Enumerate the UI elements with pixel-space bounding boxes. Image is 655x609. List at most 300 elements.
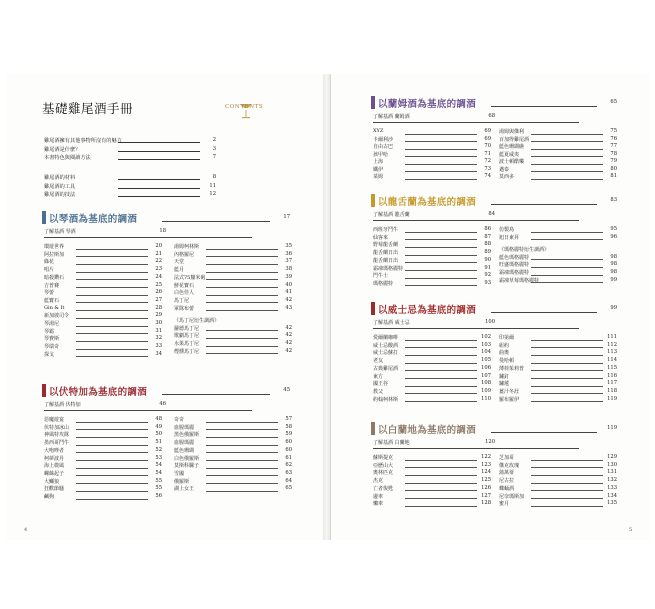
cocktail-page-number: 124 xyxy=(481,469,491,476)
section-rule xyxy=(491,312,597,313)
subheading-rule xyxy=(373,220,579,221)
cocktail-leader-line xyxy=(405,483,477,484)
cocktail-entry: 惡魔遊宴 xyxy=(44,417,65,423)
section-rule xyxy=(491,106,597,107)
cocktail-entry: 莫西多 xyxy=(499,174,515,180)
variation-leader-line xyxy=(206,346,278,347)
cocktail-leader-line xyxy=(206,483,278,484)
section-color-bar xyxy=(371,194,375,207)
cocktail-entry: 瑪格麗特 xyxy=(373,280,394,287)
cocktail-page-number: 127 xyxy=(481,492,491,499)
toc-entry: 雞尾酒的材料 xyxy=(44,175,76,181)
cocktail-page-number: 61 xyxy=(285,454,292,461)
section-title: 以伏特加為基底的調酒 xyxy=(49,387,148,398)
cocktail-page-number: 26 xyxy=(155,289,162,296)
cocktail-leader-line xyxy=(531,386,603,387)
cocktail-leader-line xyxy=(206,491,278,492)
base-spirit-subheading: 了解基酒 龍舌蘭 xyxy=(373,212,410,218)
cocktail-page-number: 63 xyxy=(285,469,292,476)
section-page-number: 99 xyxy=(610,305,617,311)
section-page-number: 65 xyxy=(610,99,617,105)
cocktail-entry: 雪國 xyxy=(174,470,185,477)
cocktail-entry: 尼古拉 xyxy=(499,478,515,485)
cocktail-leader-line xyxy=(206,468,278,469)
cocktail-page-number: 69 xyxy=(484,128,491,134)
base-spirit-subheading: 了解基酒 威士忌 xyxy=(373,320,410,326)
cocktail-page-number: 108 xyxy=(481,380,491,387)
cocktail-leader-line xyxy=(405,490,477,491)
right-page-number: 5 xyxy=(629,527,633,533)
cocktail-entry: 龍舌蘭日出 xyxy=(373,257,399,264)
section-color-bar xyxy=(42,211,46,224)
cocktail-leader-line xyxy=(76,475,148,476)
subheading-page-number: 120 xyxy=(485,439,495,445)
cocktail-leader-line xyxy=(531,156,603,157)
cocktail-page-number: 31 xyxy=(155,327,162,334)
cocktail-entry: 薄荷茱莉普 xyxy=(499,365,525,372)
cocktail-page-number: 60 xyxy=(285,446,292,453)
cocktail-entry: 蜜月 xyxy=(499,501,510,508)
cocktail-page-number: 80 xyxy=(610,165,617,172)
cocktail-entry: 龍舌蘭日出 xyxy=(373,250,399,257)
subheading-rule xyxy=(373,448,579,449)
cocktail-page-number: 60 xyxy=(285,439,292,446)
section-title: 以龍舌蘭為基底的調酒 xyxy=(378,197,477,208)
variation-page-number: 98 xyxy=(610,269,617,276)
cocktail-leader-line xyxy=(206,437,278,438)
subheading-rule xyxy=(44,237,252,238)
cocktail-entry: 大鱷狼 xyxy=(44,478,60,485)
cocktail-leader-line xyxy=(531,498,603,499)
cocktail-leader-line xyxy=(76,302,148,303)
cocktail-leader-line xyxy=(405,393,477,394)
cocktail-page-number: 27 xyxy=(155,296,162,303)
cocktail-page-number: 133 xyxy=(607,484,617,491)
base-spirit-subheading: 了解基酒 白蘭地 xyxy=(373,440,410,446)
cocktail-leader-line xyxy=(531,149,603,150)
cocktail-leader-line xyxy=(405,239,477,240)
cocktail-entry: 古典雞尾酒 xyxy=(373,365,399,372)
cocktail-leader-line xyxy=(405,401,477,402)
cocktail-page-number: 73 xyxy=(484,165,491,172)
cocktail-page-number: 56 xyxy=(155,493,162,499)
cocktail-entry: 鮮花寶石 xyxy=(174,282,195,289)
variation-page-number: 99 xyxy=(610,276,617,283)
cocktail-leader-line xyxy=(206,272,278,273)
cocktail-leader-line xyxy=(76,295,148,296)
cocktail-page-number: 118 xyxy=(607,387,617,394)
cocktail-entry: 曲奧 xyxy=(499,350,510,357)
cocktail-leader-line xyxy=(76,256,148,257)
cocktail-page-number: 62 xyxy=(285,462,292,469)
variation-entry: 煙燻馬丁尼 xyxy=(174,348,200,355)
cocktail-entry: 印第爾 xyxy=(499,335,515,341)
cocktail-leader-line xyxy=(76,333,148,334)
cocktail-entry: 唱片 xyxy=(44,267,55,274)
cocktail-leader-line xyxy=(405,386,477,387)
toc-leader-line xyxy=(118,188,200,189)
cocktail-entry: 莫斯科騾子 xyxy=(174,463,200,470)
cocktail-leader-line xyxy=(76,279,148,280)
cocktail-entry: 霜凍瑪格麗特 xyxy=(373,265,404,272)
cocktail-entry: 海上微風 xyxy=(44,463,65,470)
cocktail-entry: 琴瑞奇 xyxy=(44,344,60,351)
cocktail-page-number: 86 xyxy=(484,226,491,232)
toc-page-number: 7 xyxy=(212,154,216,160)
variation-page-number: 98 xyxy=(610,261,617,268)
cocktail-page-number: 81 xyxy=(610,173,617,179)
cocktail-page-number: 114 xyxy=(607,357,617,364)
cocktail-entry: 奇奇 xyxy=(174,417,185,423)
cocktail-entry: 吉普賽 xyxy=(44,282,60,289)
cocktail-page-number: 111 xyxy=(607,334,617,340)
cocktail-entry: 威士忌蘇打 xyxy=(373,350,399,357)
section-title: 以蘭姆酒為基底的調酒 xyxy=(378,99,477,110)
cocktail-entry: 湖上女王 xyxy=(174,486,195,493)
section-color-bar xyxy=(42,384,46,397)
cocktail-entry: 愛爾蘭咖啡 xyxy=(373,335,399,341)
cocktail-page-number: 128 xyxy=(481,500,491,507)
cocktail-entry: 邊車 xyxy=(373,493,384,500)
cocktail-entry: 琴霸 xyxy=(44,328,55,335)
cocktail-entry: 羅布羅伊 xyxy=(499,396,520,403)
cocktail-page-number: 92 xyxy=(484,272,491,279)
cocktail-entry: 湯姆與傑利 xyxy=(499,129,525,135)
section-title: 以琴酒為基底的調酒 xyxy=(49,214,138,225)
variation-entry: 霜凍瑪格麗特 xyxy=(499,270,530,277)
base-spirit-subheading: 了解基酒 伏特加 xyxy=(44,402,81,408)
cocktail-page-number: 106 xyxy=(481,364,491,371)
cocktail-entry: 琴費斯 xyxy=(44,336,60,343)
variation-entry: 歌劇馬丁尼 xyxy=(174,333,200,340)
cocktail-entry: 蝶蛹酒 xyxy=(499,485,515,492)
section-rule xyxy=(491,432,597,433)
cocktail-entry: 湯姆柯林斯 xyxy=(174,244,200,250)
cocktail-page-number: 42 xyxy=(285,296,292,303)
cocktail-page-number: 69 xyxy=(484,135,491,142)
cocktail-leader-line xyxy=(405,355,477,356)
cocktail-leader-line xyxy=(76,483,148,484)
cocktail-page-number: 132 xyxy=(607,477,617,484)
cocktail-page-number: 102 xyxy=(481,334,491,340)
cocktail-entry: 蘇斯提克 xyxy=(373,455,394,461)
cocktail-entry: 仙客來 xyxy=(373,234,389,241)
cocktail-leader-line xyxy=(531,490,603,491)
cocktail-page-number: 89 xyxy=(484,249,491,256)
cocktail-page-number: 130 xyxy=(607,461,617,468)
variation-page-number: 42 xyxy=(285,347,292,354)
cocktail-page-number: 93 xyxy=(484,279,491,286)
cocktail-page-number: 125 xyxy=(481,477,491,484)
toc-page-number: 12 xyxy=(209,191,216,197)
cocktail-page-number: 21 xyxy=(155,250,162,257)
toc-page-number: 8 xyxy=(212,174,216,180)
cocktail-leader-line xyxy=(531,340,603,341)
cocktail-page-number: 29 xyxy=(155,312,162,319)
cocktail-leader-line xyxy=(531,506,603,507)
cocktail-entry: 血腥瑪麗 xyxy=(174,440,195,447)
cocktail-leader-line xyxy=(76,318,148,319)
section-title: 以白蘭地為基底的調酒 xyxy=(378,425,477,436)
cocktail-page-number: 105 xyxy=(481,357,491,364)
cocktail-page-number: 20 xyxy=(155,243,162,249)
variation-entry: 旺盛瑪格麗特 xyxy=(499,262,530,269)
cocktail-leader-line xyxy=(76,349,148,350)
cocktail-entry: 卡爾利沙 xyxy=(373,136,394,143)
cocktail-entry: 藍寶石 xyxy=(44,297,60,304)
subheading-page-number: 68 xyxy=(488,113,495,119)
cocktail-entry: 柯夢波丹 xyxy=(44,455,65,462)
cocktail-entry: 西班牙鬥牛 xyxy=(373,227,399,233)
variation-subheading: 《馬丁尼衍生調酒》 xyxy=(174,317,220,324)
cocktail-entry: 藍色珊瑚礁 xyxy=(499,144,525,150)
section-color-bar xyxy=(371,96,375,109)
cocktail-page-number: 119 xyxy=(607,395,617,402)
cocktail-page-number: 22 xyxy=(155,258,162,265)
cocktail-page-number: 122 xyxy=(481,454,491,460)
cocktail-leader-line xyxy=(531,179,603,180)
cocktail-entry: 藍色珊瑚 xyxy=(174,447,195,454)
cocktail-leader-line xyxy=(76,356,148,357)
cocktail-leader-line xyxy=(76,429,148,430)
cocktail-page-number: 117 xyxy=(607,380,617,387)
cocktail-leader-line xyxy=(405,340,477,341)
cocktail-leader-line xyxy=(76,341,148,342)
cocktail-leader-line xyxy=(206,295,278,296)
cocktail-entry: 血腥瑪麗 xyxy=(174,424,195,431)
cocktail-page-number: 129 xyxy=(607,454,617,460)
cocktail-leader-line xyxy=(206,302,278,303)
cocktail-leader-line xyxy=(405,141,477,142)
cocktail-entry: 大咆哮者 xyxy=(44,447,65,454)
cocktail-leader-line xyxy=(206,475,278,476)
cocktail-leader-line xyxy=(405,164,477,165)
cocktail-entry: 薑汁冬涯 xyxy=(499,388,520,395)
cocktail-page-number: 113 xyxy=(607,349,617,356)
subheading-rule xyxy=(373,328,579,329)
cocktail-page-number: 107 xyxy=(481,372,491,379)
cocktail-entry: 自由古巴 xyxy=(373,144,394,150)
cocktail-entry: 菜姆 xyxy=(373,174,384,180)
cocktail-page-number: 43 xyxy=(285,304,292,311)
cocktail-page-number: 54 xyxy=(155,469,162,476)
variation-entry: 蘿德馬丁尼 xyxy=(174,325,200,332)
cocktail-page-number: 38 xyxy=(285,266,292,273)
cocktail-leader-line xyxy=(531,355,603,356)
cocktail-page-number: 91 xyxy=(484,264,491,271)
section-page-number: 45 xyxy=(283,387,290,393)
cocktail-leader-line xyxy=(206,460,278,461)
variation-leader-line xyxy=(531,275,603,276)
cocktail-entry: 教父 xyxy=(373,388,384,395)
cocktail-entry: 上海 xyxy=(373,159,384,165)
cocktail-page-number: 96 xyxy=(610,233,617,240)
cocktail-leader-line xyxy=(405,134,477,135)
toc-entry: 雞尾酒的工具 xyxy=(44,183,76,190)
cocktail-entry: 百加得雞尾酒 xyxy=(499,136,530,143)
cocktail-page-number: 23 xyxy=(155,266,162,273)
cocktail-page-number: 52 xyxy=(155,446,162,453)
toc-leader-line xyxy=(118,196,200,197)
cocktail-entry: 黑色俄羅斯 xyxy=(174,432,200,439)
cocktail-page-number: 77 xyxy=(610,143,617,149)
section-page-number: 17 xyxy=(283,214,290,220)
section-rule xyxy=(491,204,597,205)
cocktail-page-number: 70 xyxy=(484,143,491,149)
cocktail-leader-line xyxy=(531,483,603,484)
cocktail-entry: 國王谷 xyxy=(373,381,389,388)
subheading-page-number: 100 xyxy=(485,319,495,325)
cocktail-leader-line xyxy=(531,171,603,172)
toc-entry: 雞尾酒的技法 xyxy=(44,192,76,198)
cocktail-entry: 天堂 xyxy=(174,259,185,266)
cocktail-entry: Gin & It xyxy=(44,304,65,311)
cocktail-page-number: 49 xyxy=(155,423,162,430)
cocktail-leader-line xyxy=(531,164,603,165)
cocktail-entry: 波士頓酷樂 xyxy=(499,159,525,165)
cocktail-entry: 奧林匹克 xyxy=(373,470,394,477)
cocktail-entry: 鏽釘 xyxy=(499,373,510,380)
cocktail-entry: 東方 xyxy=(373,373,384,380)
cocktail-leader-line xyxy=(206,249,278,250)
cocktail-leader-line xyxy=(206,279,278,280)
cocktail-entry: 阿拉斯加 xyxy=(44,251,65,258)
cocktail-entry: 藍夏威夷 xyxy=(499,151,520,158)
cocktail-leader-line xyxy=(405,370,477,371)
variation-entry: 霜凍草莓瑪格麗特 xyxy=(499,277,540,284)
cocktail-entry: 懶車 xyxy=(373,501,384,508)
cocktail-leader-line xyxy=(405,278,477,279)
cocktail-page-number: 74 xyxy=(484,173,491,179)
cocktail-leader-line xyxy=(206,310,278,311)
variation-leader-line xyxy=(531,259,603,260)
cocktail-entry: XYZ xyxy=(373,128,384,134)
cocktail-entry: 螺絲起子 xyxy=(44,470,65,477)
cocktail-leader-line xyxy=(531,347,603,348)
cocktail-page-number: 110 xyxy=(481,395,491,402)
cocktail-page-number: 131 xyxy=(607,469,617,476)
cocktail-entry: 伏特加冰山 xyxy=(44,424,70,431)
cocktail-page-number: 112 xyxy=(607,341,617,348)
toc-page-number: 3 xyxy=(212,145,216,152)
variation-leader-line xyxy=(531,267,603,268)
cocktail-page-number: 37 xyxy=(285,258,292,265)
cocktail-leader-line xyxy=(76,326,148,327)
cocktail-leader-line xyxy=(405,498,477,499)
section-page-number: 83 xyxy=(610,197,617,203)
variation-leader-line xyxy=(206,353,278,354)
cocktail-entry: 威士忌酸酒 xyxy=(373,342,399,349)
cocktail-entry: 紐約 xyxy=(499,342,510,349)
cocktail-page-number: 109 xyxy=(481,387,491,394)
cocktail-entry: 亡者復甦 xyxy=(373,485,394,492)
cocktail-entry: 孩甲哈 xyxy=(373,151,389,158)
cocktail-leader-line xyxy=(76,310,148,311)
cocktail-leader-line xyxy=(531,141,603,142)
cocktail-entry: 亞歷山大 xyxy=(373,462,394,469)
cocktail-page-number: 48 xyxy=(155,416,162,422)
section-rule xyxy=(162,394,270,395)
cocktail-page-number: 55 xyxy=(155,485,162,492)
cocktail-entry: 尼奈瑪斯加 xyxy=(499,493,525,500)
cocktail-page-number: 28 xyxy=(155,304,162,311)
toc-entry: 雞尾酒擁有其他事物所沒有的魅力 xyxy=(44,138,122,144)
cocktail-page-number: 115 xyxy=(607,364,617,371)
cocktail-entry: 馬丁尼 xyxy=(174,297,190,304)
cocktail-entry: 環遊世界 xyxy=(44,244,65,250)
cocktail-page-number: 40 xyxy=(285,281,292,288)
cocktail-page-number: 30 xyxy=(155,320,162,326)
book-gutter xyxy=(323,74,330,540)
cocktail-entry: 俄羅斯 xyxy=(174,478,190,485)
cocktail-leader-line xyxy=(405,232,477,233)
cocktail-page-number: 35 xyxy=(285,243,292,249)
cocktail-entry: 鐵伊 xyxy=(373,166,384,173)
cocktail-page-number: 95 xyxy=(610,226,617,232)
cocktail-leader-line xyxy=(405,378,477,379)
base-spirit-subheading: 了解基酒 琴酒 xyxy=(44,229,76,235)
left-page xyxy=(6,74,324,540)
cocktail-entry: 邁泰 xyxy=(499,166,510,173)
cocktail-leader-line xyxy=(76,249,148,250)
cocktail-leader-line xyxy=(405,270,477,271)
cocktail-entry: 新加坡司令 xyxy=(44,313,70,320)
subheading-page-number: 46 xyxy=(159,401,166,407)
cocktail-leader-line xyxy=(76,445,148,446)
cocktail-entry: 蒲萬蒂 xyxy=(499,470,515,477)
variation-leader-line xyxy=(206,330,278,331)
cocktail-page-number: 50 xyxy=(155,431,162,438)
variation-entry: 藍色瑪格麗特 xyxy=(499,254,530,261)
cocktail-leader-line xyxy=(405,156,477,157)
cocktail-entry: 鹹狗 xyxy=(44,494,55,500)
cocktail-leader-line xyxy=(405,285,477,286)
cocktail-page-number: 87 xyxy=(484,233,491,240)
toc-page-number: 11 xyxy=(209,182,216,189)
cocktail-leader-line xyxy=(531,378,603,379)
cocktail-entry: 軍隊布蕾 xyxy=(174,305,195,312)
cocktail-page-number: 72 xyxy=(484,158,491,164)
section-page-number: 119 xyxy=(607,425,617,431)
cocktail-page-number: 104 xyxy=(481,349,491,356)
cocktail-page-number: 79 xyxy=(610,158,617,164)
toc-page-number: 2 xyxy=(212,137,216,143)
cocktail-leader-line xyxy=(405,149,477,150)
cocktail-page-number: 36 xyxy=(285,250,292,257)
cocktail-leader-line xyxy=(405,262,477,263)
cocktail-entry: 門牛士 xyxy=(373,273,389,280)
cocktail-leader-line xyxy=(531,134,603,135)
book-spread xyxy=(0,74,655,540)
cocktail-leader-line xyxy=(76,422,148,423)
cocktail-leader-line xyxy=(206,264,278,265)
section-rule xyxy=(162,221,270,222)
variation-page-number: 42 xyxy=(285,332,292,339)
cocktail-page-number: 64 xyxy=(285,477,292,484)
cocktail-entry: 杰克 xyxy=(373,478,384,485)
cocktail-leader-line xyxy=(206,429,278,430)
contents-label: CONTENTS xyxy=(225,104,264,110)
cocktail-page-number: 134 xyxy=(607,492,617,499)
cocktail-entry: 鏽蓮 xyxy=(499,381,510,388)
cocktail-leader-line xyxy=(405,255,477,256)
cocktail-page-number: 32 xyxy=(155,335,162,342)
cocktail-leader-line xyxy=(76,460,148,461)
cocktail-entry: 芝加哥 xyxy=(499,455,515,461)
cocktail-page-number: 71 xyxy=(484,150,491,157)
book-title: 基礎雞尾酒手冊 xyxy=(42,101,134,116)
cocktail-page-number: 55 xyxy=(155,477,162,484)
